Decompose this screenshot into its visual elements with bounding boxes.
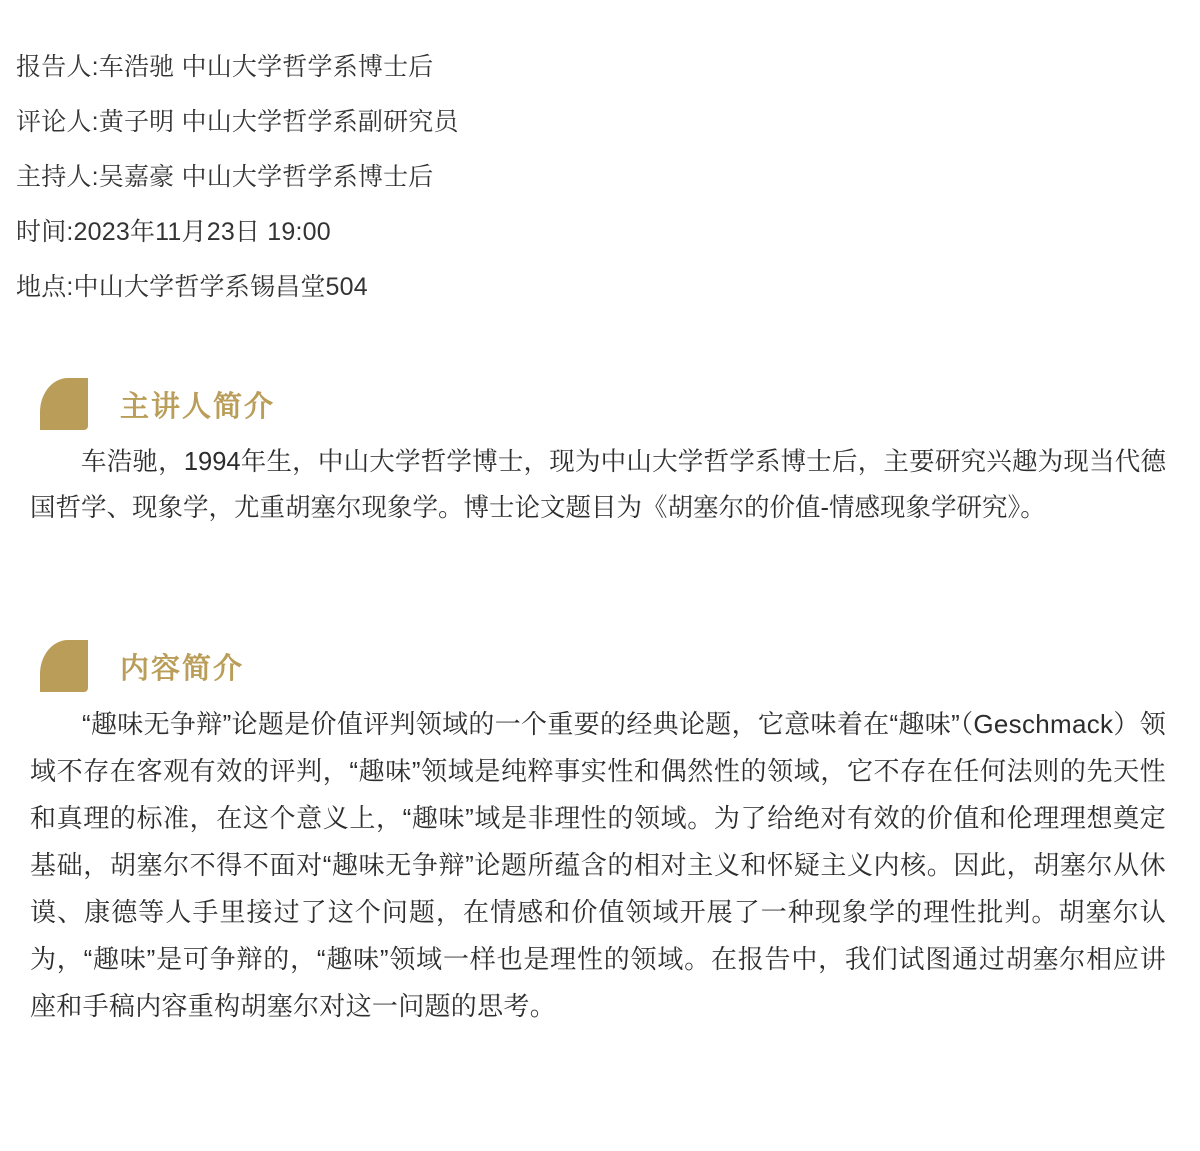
section-abstract-body: “趣味无争辩”论题是价值评判领域的一个重要的经典论题，它意味着在“趣味”（Geschmack）领域不存在客观有效的评判，“趣味”领域是纯粹事实性和偶然性的领域，它不存在任何法则的先天性和真理的标准，在这个意义上，“趣味”域是非理性的领域。为了给绝对有效的价值和伦理理想奠定基础，胡塞尔不得不面对“趣味无争辩”论题所蕴含的相对主义和怀疑主义内核。因此，胡塞尔从休谟、康德等人手里接过了这个问题，在情感和价值领域开展了一种现象学的理性批判。胡塞尔认为，“趣味”是可争辩的，“趣味”领域一样也是理性的领域。在报告中，我们试图通过胡塞尔相应讲座和手稿内容重构胡塞尔对这一问题的思考。 — [30, 709, 1166, 1021]
section-abstract — [16, 639, 1184, 1030]
leaf-mark-icon — [40, 378, 88, 430]
event-info-block — [16, 40, 1184, 315]
section-abstract-header — [16, 639, 1184, 693]
section-speaker-bio-body: 车浩驰，1994年生，中山大学哲学博士，现为中山大学哲学系博士后，主要研究兴趣为现当代德国哲学、现象学，尤重胡塞尔现象学。博士论文题目为《胡塞尔的价值-情感现象学研究》。 — [30, 448, 1166, 522]
bottom-spacer — [16, 1030, 1184, 1060]
section-abstract-title: 内容简介 — [120, 652, 245, 685]
section-speaker-bio-header — [16, 377, 1184, 431]
event-info-time: 时间:2023年11月23日 19:00 — [16, 218, 331, 246]
section-speaker-bio-title: 主讲人简介 — [120, 390, 276, 423]
section-speaker-bio — [16, 377, 1184, 531]
event-info-speaker: 报告人:车浩驰 中山大学哲学系博士后 — [16, 53, 434, 81]
event-info-location: 地点:中山大学哲学系锡昌堂504 — [16, 273, 368, 301]
event-info-host: 主持人:吴嘉豪 中山大学哲学系博士后 — [16, 163, 434, 191]
leaf-mark-icon — [40, 640, 88, 692]
event-info-commentator: 评论人:黄子明 中山大学哲学系副研究员 — [16, 108, 459, 136]
